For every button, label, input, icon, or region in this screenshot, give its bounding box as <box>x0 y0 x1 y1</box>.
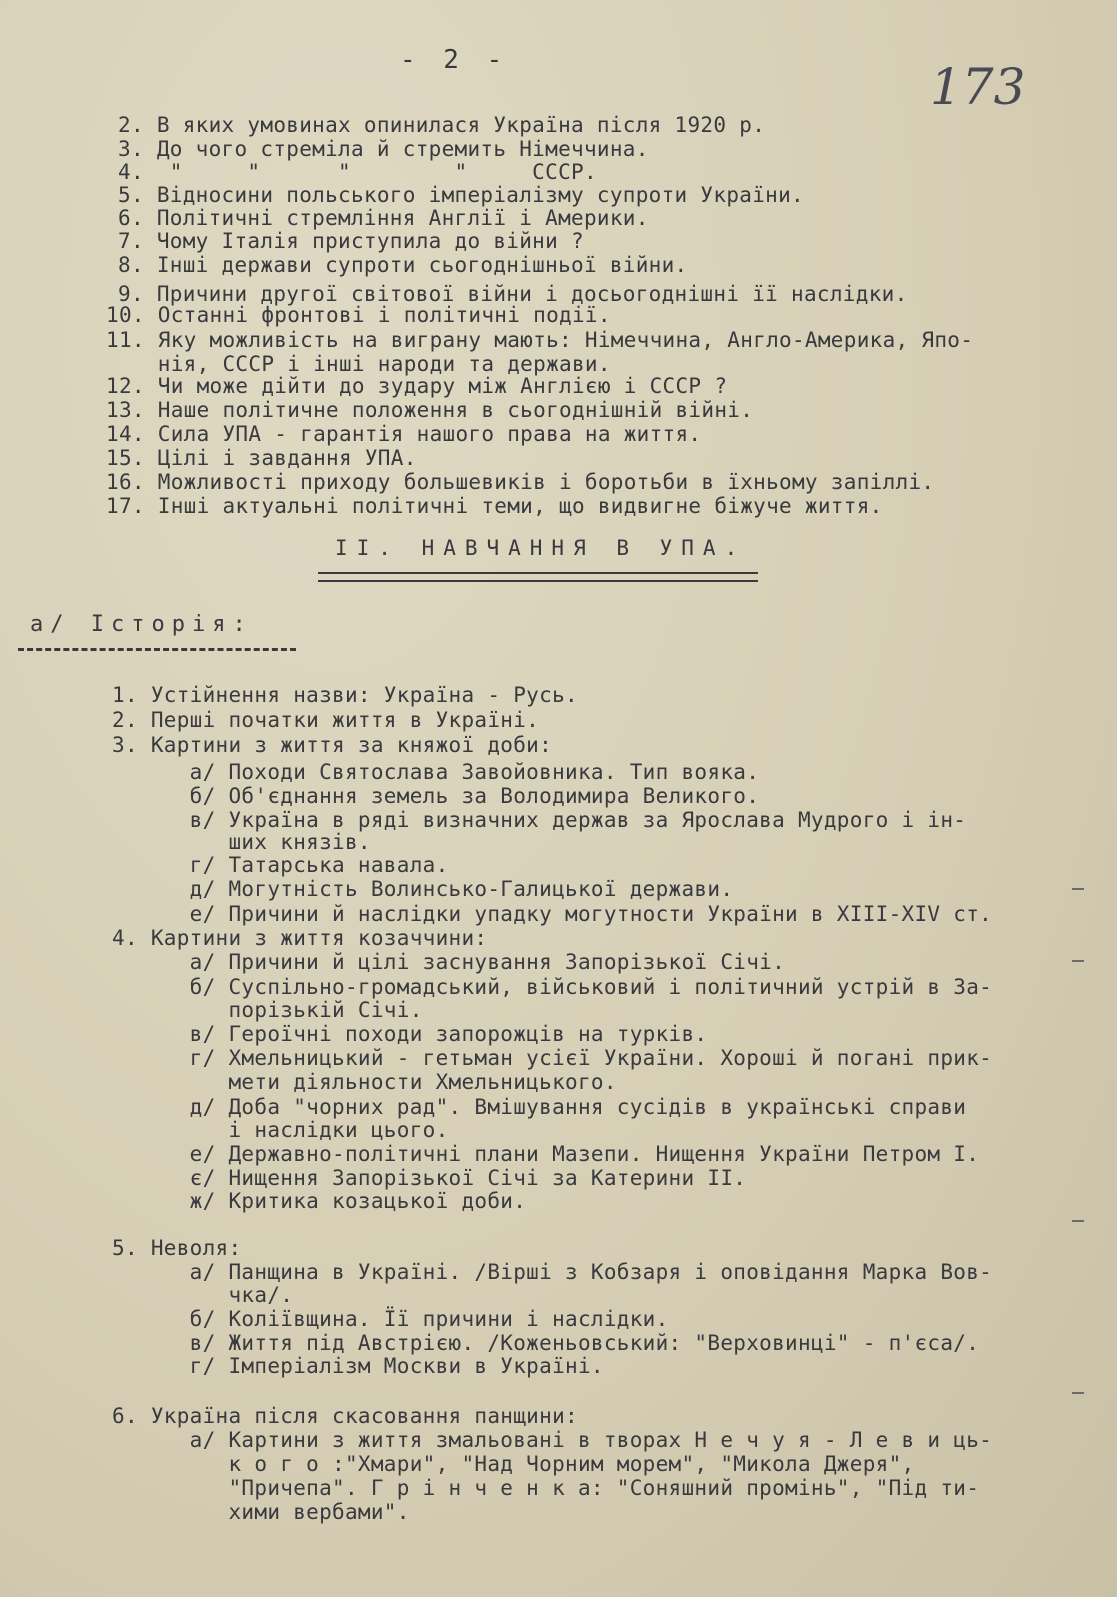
history-line: г/ Хмельницький - гетьман усієї України. Хороші й погані прик- <box>112 1046 993 1070</box>
margin-mark <box>1072 1392 1084 1394</box>
history-line: е/ Причини й наслідки упадку могутности України в ХІІІ-ХІV ст. <box>112 902 993 926</box>
title-double-underline <box>318 572 758 582</box>
history-line: б/ Суспільно-громадський, військовий і політичний устрій в За- <box>112 975 993 999</box>
history-line: б/ Коліївщина. Її причини і наслідки. <box>112 1307 669 1331</box>
history-line: д/ Могутність Волинсько-Галицької держави. <box>112 877 734 901</box>
history-line: порізькій Січі. <box>112 998 423 1022</box>
history-line: а/ Картини з життя змальовані в творах Н е ч у я - Л е в и ць- <box>112 1428 993 1452</box>
topic-line: 17. Інші актуальні політичні теми, що видвигне біжуче життя. <box>106 494 883 518</box>
history-line: 3. Картини з життя за княжої доби: <box>112 733 553 757</box>
topic-line: 2. В яких умовинах опинилася Україна після 1920 р. <box>118 113 766 137</box>
history-line: мети діяльности Хмельницького. <box>112 1070 617 1094</box>
history-line: чка/. <box>112 1283 294 1307</box>
topic-line: 16. Можливості приходу большевиків і боротьби в їхньому запіллі. <box>106 470 935 494</box>
margin-mark <box>1072 960 1084 962</box>
history-line: е/ Державно-політичні плани Мазепи. Нищення України Петром І. <box>112 1142 980 1166</box>
history-line: в/ Героїчні походи запорожців на турків. <box>112 1022 708 1046</box>
section-title: ІІ. НАВЧАННЯ В УПА. <box>335 536 747 560</box>
topic-line: 15. Цілі і завдання УПА. <box>106 446 417 470</box>
topic-line: 3. До чого стреміла й стремить Німеччина. <box>118 137 649 161</box>
history-line: г/ Імперіалізм Москви в Україні. <box>112 1354 604 1378</box>
history-line: "Причепа". Г р і н ч е н к а: "Соняшний промінь", "Під ти- <box>112 1476 980 1500</box>
history-line: а/ Панщина в Україні. /Вірші з Кобзаря і оповідання Марка Вов- <box>112 1260 993 1284</box>
history-line: в/ Життя під Австрією. /Коженьовський: "Верховинці" - п'єса/. <box>112 1331 980 1355</box>
history-line: а/ Причини й цілі заснування Запорізької Січі. <box>112 950 786 974</box>
history-line: а/ Походи Святослава Завойовника. Тип вояка. <box>112 760 760 784</box>
topic-line: 6. Політичні стремління Англії і Америки. <box>118 206 649 230</box>
topic-line: 11. Яку можливість на виграну мають: Німеччина, Англо-Америка, Япо- <box>106 328 974 352</box>
topic-line: 14. Сила УПА - гарантія нашого права на життя. <box>106 422 702 446</box>
subheading-dashed-underline <box>18 648 296 651</box>
topic-line: 10. Останні фронтові і політичні події. <box>106 303 611 327</box>
history-line: хими вербами". <box>112 1500 410 1524</box>
topic-line: 4. " " " " СССР. <box>118 160 597 184</box>
history-line: ж/ Критика козацької доби. <box>112 1189 527 1213</box>
topic-line: 9. Причини другої світової війни і досьогоднішні її наслідки. <box>118 282 908 306</box>
history-line: д/ Доба "чорних рад". Вмішування сусідів в українські справи <box>112 1095 967 1119</box>
subheading-history: а/ Історія: <box>30 612 253 637</box>
history-line: 1. Устійнення назви: Україна - Русь. <box>112 683 578 707</box>
history-line: б/ Об'єднання земель за Володимира Великого. <box>112 784 760 808</box>
history-line: 2. Перші початки життя в Україні. <box>112 708 540 732</box>
history-line: і наслідки цього. <box>112 1118 449 1142</box>
topic-line: 5. Відносини польського імперіалізму супроти України. <box>118 183 804 207</box>
topic-line: 8. Інші держави супроти сьогоднішньої війни. <box>118 253 688 277</box>
handwritten-archive-number: 173 <box>930 58 1026 116</box>
history-line: є/ Нищення Запорізької Січі за Катерини ІІ. <box>112 1166 747 1190</box>
margin-mark <box>1072 888 1084 890</box>
history-line: в/ Україна в ряді визначних держав за Ярослава Мудрого і ін- <box>112 808 967 832</box>
topic-line: нія, СССР і інші народи та держави. <box>106 352 611 376</box>
history-line: 4. Картини з життя козаччини: <box>112 926 488 950</box>
history-line: 6. Україна після скасовання панщини: <box>112 1404 578 1428</box>
history-line: ших князів. <box>112 830 371 854</box>
topic-line: 13. Наше політичне положення в сьогоднішній війні. <box>106 398 754 422</box>
history-line: г/ Татарська навала. <box>112 853 449 877</box>
history-line: 5. Неволя: <box>112 1236 242 1260</box>
topic-line: 7. Чому Італія приступила до війни ? <box>118 229 584 253</box>
topic-line: 12. Чи може дійти до зудару між Англією і СССР ? <box>106 374 728 398</box>
history-line: к о г о :"Хмари", "Над Чорним морем", "Микола Джеря", <box>112 1452 915 1476</box>
page-number: - 2 - <box>400 45 509 75</box>
margin-mark <box>1072 1220 1084 1222</box>
